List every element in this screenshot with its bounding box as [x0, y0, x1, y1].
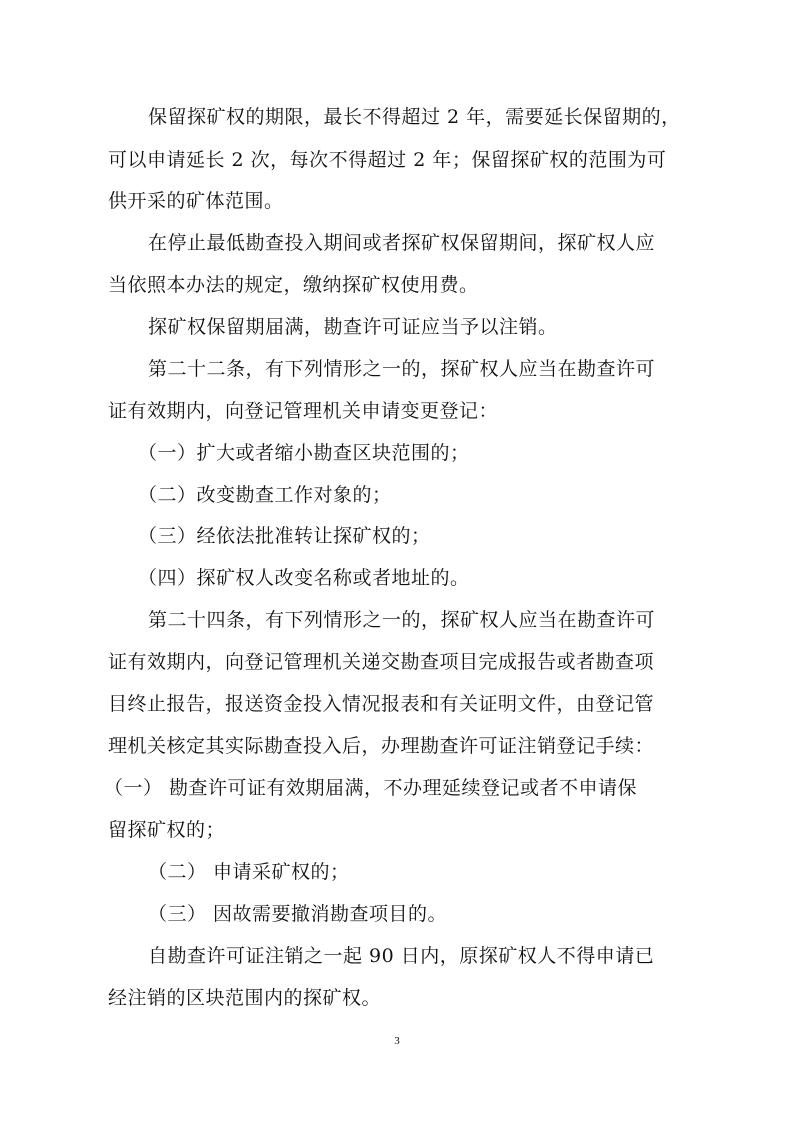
- text-line: 当依照本办法的规定，缴纳探矿权使用费。: [108, 274, 479, 296]
- text-line: （二） 申请采矿权的；: [148, 861, 350, 883]
- text-line: 探矿权保留期届满，勘查许可证应当予以注销。: [148, 316, 558, 338]
- text-line: 自勘查许可证注销之一起 90 日内，原探矿权人不得申请已: [148, 945, 655, 967]
- text-line: 证有效期内，向登记管理机关递交勘查项目完成报告或者勘查项: [108, 651, 655, 673]
- text-line: 留探矿权的；: [108, 819, 226, 841]
- text-line: （四）探矿权人改变名称或者地址的。: [138, 567, 470, 589]
- text-line: （三）经依法批准转让探矿权的；: [138, 525, 431, 547]
- text-line: （一）扩大或者缩小勘查区块范围的；: [138, 442, 470, 464]
- text-line: 目终止报告，报送资金投入情况报表和有关证明文件，由登记管: [108, 693, 655, 715]
- page-number: 3: [394, 1035, 400, 1047]
- text-line: 第二十二条，有下列情形之一的，探矿权人应当在勘查许可: [148, 358, 656, 380]
- text-line: （一） 勘查许可证有效期届满，不办理延续登记或者不申请保: [104, 777, 638, 799]
- text-line: （三） 因故需要撤消勘查项目的。: [148, 903, 448, 925]
- text-line: 供开采的矿体范围。: [108, 190, 284, 212]
- text-line: 经注销的区块范围内的探矿权。: [108, 987, 382, 1009]
- text-line: 理机关核定其实际勘查投入后，办理勘查许可证注销登记手续：: [108, 735, 655, 757]
- text-line: 证有效期内，向登记管理机关申请变更登记：: [108, 400, 499, 422]
- text-line: 可以申请延长 2 次，每次不得超过 2 年；保留探矿权的范围为可: [108, 149, 667, 171]
- text-line: （二）改变勘查工作对象的；: [138, 484, 392, 506]
- text-line: 保留探矿权的期限，最长不得超过 2 年，需要延长保留期的，: [148, 106, 681, 128]
- text-line: 在停止最低勘查投入期间或者探矿权保留期间，探矿权人应: [148, 232, 656, 254]
- text-line: 第二十四条，有下列情形之一的，探矿权人应当在勘查许可: [148, 609, 656, 631]
